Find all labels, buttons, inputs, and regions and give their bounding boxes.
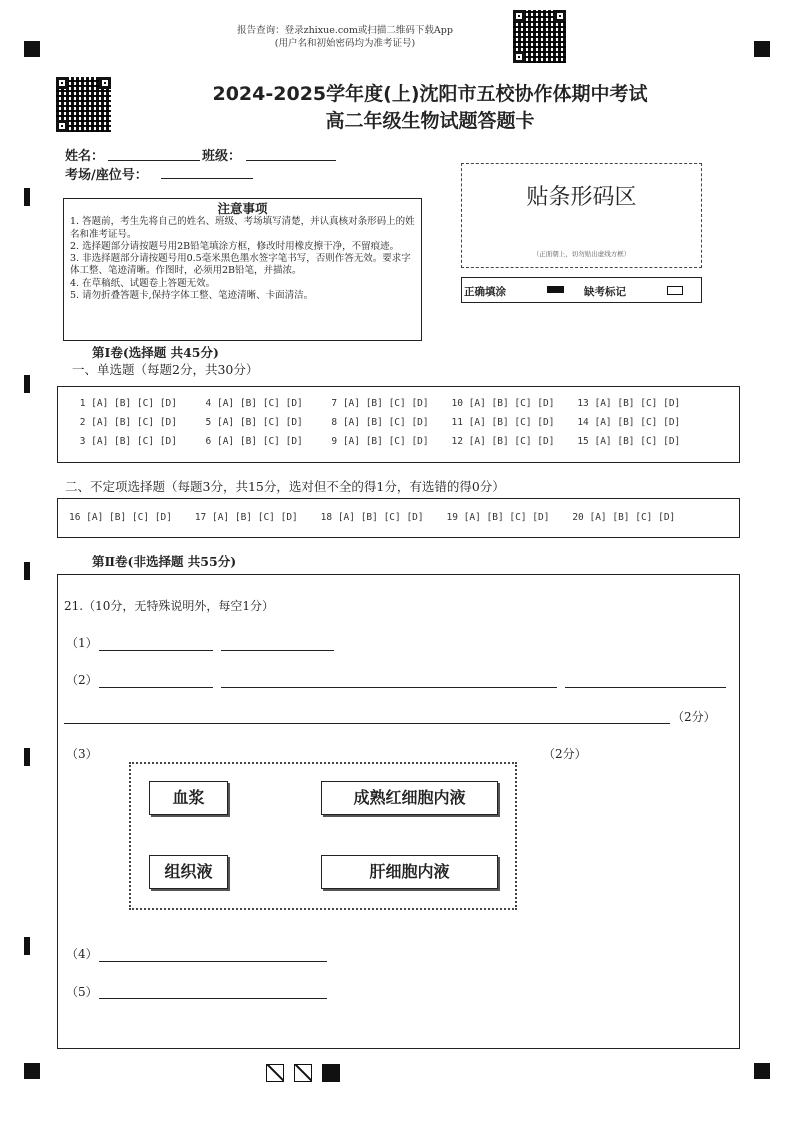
tissue-fluid-box: 组织液 bbox=[149, 855, 228, 889]
sub-question-3: （3） bbox=[66, 747, 98, 761]
absent-mark-label: 缺考标记 bbox=[584, 286, 626, 298]
registration-mark bbox=[24, 1063, 40, 1079]
notes-item: 3. 非选择题部分请按题号用0.5毫米黑色墨水签字笔书写，否则作答无效。要求字体工整、笔迹清晰。作图时，必须用2B铅笔，并描浓。 bbox=[70, 253, 411, 277]
side-mark bbox=[24, 188, 30, 206]
registration-mark bbox=[24, 41, 40, 57]
multi-choice-title: 二、不定项选择题（每题3分，共15分，选对但不全的得1分，有选错的得0分） bbox=[65, 479, 505, 494]
answer-line[interactable] bbox=[221, 687, 557, 688]
notes-title: 注意事项 bbox=[217, 201, 268, 216]
plasma-box: 血浆 bbox=[149, 781, 228, 815]
liver-cell-fluid-box: 肝细胞内液 bbox=[321, 855, 498, 889]
report-query-line2: (用户名和初始密码均为准考证号) bbox=[274, 38, 416, 49]
notes-item: 5. 请勿折叠答题卡,保持字体工整、笔迹清晰、卡面清洁。 bbox=[70, 290, 314, 302]
notes-item: 1. 答题前，考生先将自己的姓名、班级、考场填写清楚，并认真核对条形码上的姓名和准考证号。 bbox=[70, 216, 415, 240]
name-field[interactable] bbox=[108, 160, 200, 161]
registration-mark bbox=[754, 41, 770, 57]
question-21: 21.（10分，无特殊说明外，每空1分） bbox=[64, 599, 274, 613]
score-note: （2分） bbox=[672, 710, 716, 724]
exam-title-line2: 高二年级生物试题答题卡 bbox=[325, 110, 535, 132]
answer-line[interactable] bbox=[99, 650, 213, 651]
choice-row[interactable]: 1 [A] [B] [C] [D] 4 [A] [B] [C] [D] 7 [A] [B] [C] [D] 10 [A] [B] [C] [D] 13 [A] [B] [C] [D] bbox=[74, 398, 681, 409]
class-label: 班级： bbox=[202, 149, 242, 164]
exam-title bbox=[150, 79, 710, 133]
barcode-label: 贴条形码区 bbox=[526, 185, 637, 210]
sub-question-1: （1） bbox=[66, 636, 98, 650]
notes-item: 4. 在草稿纸、试题卷上答题无效。 bbox=[70, 277, 216, 289]
seat-field[interactable] bbox=[161, 178, 253, 179]
absent-mark-box[interactable] bbox=[667, 286, 683, 295]
score-note: （2分） bbox=[543, 747, 587, 761]
side-mark bbox=[24, 562, 30, 580]
name-label: 姓名： bbox=[65, 149, 105, 164]
answer-line[interactable] bbox=[99, 998, 327, 999]
answer-line[interactable] bbox=[99, 961, 327, 962]
report-query-line1: 报告查询：登录zhixue.com或扫描二维码下载App bbox=[237, 25, 453, 36]
report-query-note bbox=[190, 24, 500, 50]
page-mark-box bbox=[294, 1064, 312, 1082]
barcode-hint: （正面朝上，切勿贴出虚线方框） bbox=[532, 250, 631, 258]
part2-title: 第Ⅱ卷(非选择题 共55分) bbox=[92, 554, 237, 569]
side-mark bbox=[24, 748, 30, 766]
sub-question-2: （2） bbox=[66, 673, 98, 687]
side-mark bbox=[24, 937, 30, 955]
red-blood-cell-fluid-box: 成熟红细胞内液 bbox=[321, 781, 498, 815]
part1-title: 第Ⅰ卷(选择题 共45分) bbox=[92, 345, 219, 360]
fluid-diagram-area[interactable] bbox=[129, 762, 517, 910]
sub-question-5: （5） bbox=[66, 985, 98, 999]
notes-box bbox=[63, 198, 422, 341]
sub-question-4: （4） bbox=[66, 947, 98, 961]
answer-line[interactable] bbox=[99, 687, 213, 688]
page-mark-filled bbox=[322, 1064, 340, 1082]
answer-line[interactable] bbox=[64, 723, 670, 724]
single-choice-title: 一、单选题（每题2分，共30分） bbox=[72, 362, 259, 377]
exam-title-line1: 2024-2025学年度(上)沈阳市五校协作体期中考试 bbox=[212, 83, 648, 105]
registration-mark bbox=[754, 1063, 770, 1079]
app-qr-code bbox=[513, 10, 566, 63]
answer-line[interactable] bbox=[221, 650, 334, 651]
choice-row[interactable]: 2 [A] [B] [C] [D] 5 [A] [B] [C] [D] 8 [A] [B] [C] [D] 11 [A] [B] [C] [D] 14 [A] [B] [C] [D] bbox=[74, 417, 681, 428]
barcode-area bbox=[461, 163, 702, 268]
student-qr-code bbox=[56, 77, 111, 132]
fill-legend bbox=[461, 277, 702, 303]
correct-fill-sample bbox=[547, 286, 564, 293]
choice-row[interactable]: 16 [A] [B] [C] [D] 17 [A] [B] [C] [D] 18 [A] [B] [C] [D] 19 [A] [B] [C] [D] 20 [A] [B] [C] [D] bbox=[69, 512, 676, 523]
class-field[interactable] bbox=[246, 160, 336, 161]
correct-fill-label: 正确填涂 bbox=[464, 286, 506, 298]
page-mark-box bbox=[266, 1064, 284, 1082]
seat-label: 考场/座位号： bbox=[65, 168, 148, 183]
notes-item: 2. 选择题部分请按题号用2B铅笔填涂方框，修改时用橡皮擦干净，不留痕迹。 bbox=[70, 240, 400, 252]
choice-row[interactable]: 3 [A] [B] [C] [D] 6 [A] [B] [C] [D] 9 [A] [B] [C] [D] 12 [A] [B] [C] [D] 15 [A] [B] [C] [D] bbox=[74, 436, 681, 447]
side-mark bbox=[24, 375, 30, 393]
answer-line[interactable] bbox=[565, 687, 726, 688]
